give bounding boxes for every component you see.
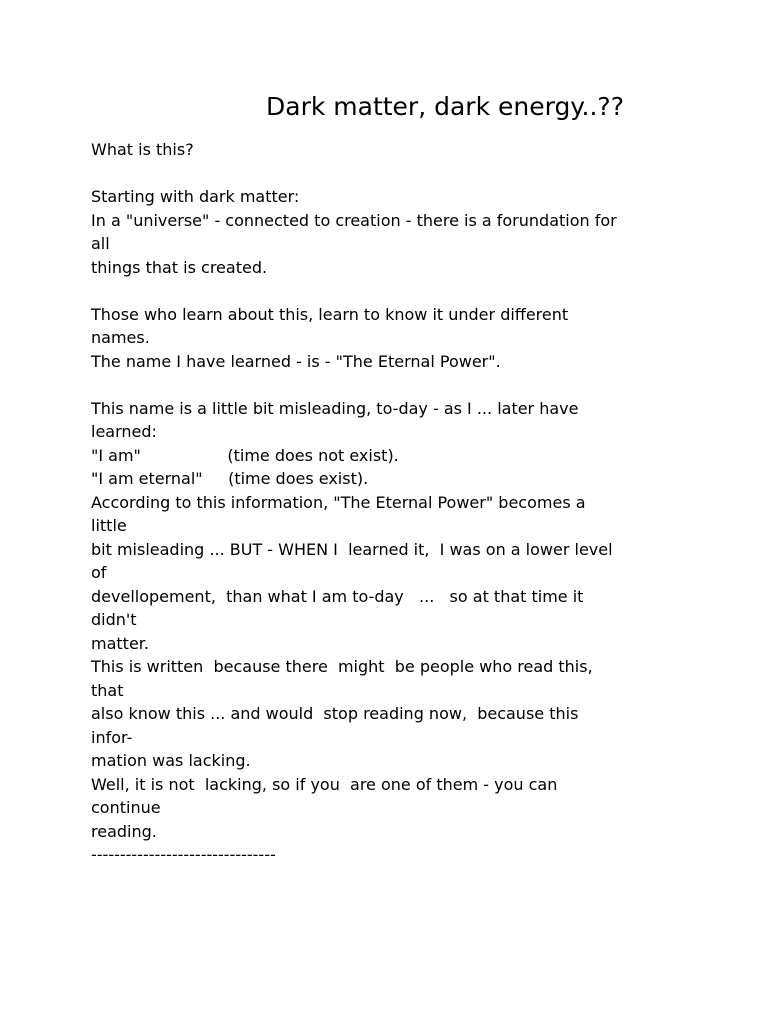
text-line <box>91 279 731 303</box>
text-line: This name is a little bit misleading, to-day - as I ... later have <box>91 398 579 418</box>
text-line: According to this information, "The Eternal Power" becomes a <box>91 492 586 512</box>
text-line: "I am" (time does not exist). <box>91 445 399 465</box>
text-line: of <box>91 563 107 582</box>
text-line: that <box>91 680 124 700</box>
text-line: Those who learn about this, learn to know it under different <box>91 304 569 324</box>
text-line: Well, it is not lacking, so if you are one of them - you can <box>91 774 558 794</box>
text-line: matter. <box>91 633 149 653</box>
text-line: little <box>91 516 127 535</box>
text-line: names. <box>91 328 150 347</box>
document-title: Dark matter, dark energy..?? <box>266 92 624 121</box>
text-line: What is this? <box>91 140 194 159</box>
text-line: In a "universe" - connected to creation - there is a forundation for <box>91 210 617 230</box>
text-line <box>91 162 731 186</box>
text-line: infor- <box>91 727 133 747</box>
text-line: reading. <box>91 821 157 841</box>
document-body <box>91 138 731 867</box>
text-line: continue <box>91 798 161 817</box>
text-line: devellopement, than what I am to-day ... so at that time it <box>91 586 584 606</box>
text-line: This is written because there might be people who read this, <box>91 657 593 676</box>
text-line: The name I have learned - is - "The Eternal Power". <box>91 351 501 371</box>
text-line: also know this ... and would stop reading now, because this <box>91 704 579 723</box>
text-line <box>91 373 731 397</box>
text-line: bit misleading ... BUT - WHEN I learned it, I was on a lower level <box>91 539 613 559</box>
text-line: Starting with dark matter: <box>91 187 300 206</box>
text-line: mation was lacking. <box>91 751 251 770</box>
text-line: "I am eternal" (time does exist). <box>91 469 369 488</box>
text-line: -------------------------------- <box>91 845 276 864</box>
text-line: all <box>91 234 110 253</box>
text-line: things that is created. <box>91 257 268 277</box>
text-line: didn't <box>91 610 137 629</box>
text-line: learned: <box>91 422 157 441</box>
